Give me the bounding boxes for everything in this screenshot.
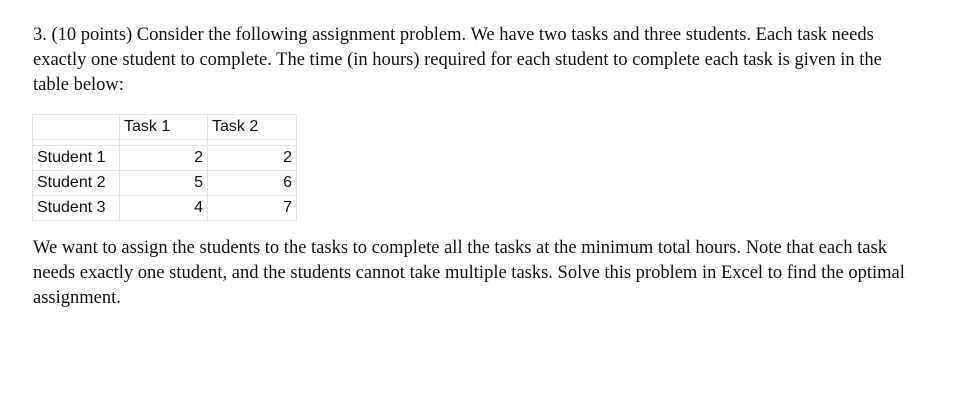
cell-task2: 7	[208, 196, 297, 221]
table-header-task2: Task 2	[208, 115, 297, 140]
problem-intro-text: 3. (10 points) Consider the following assignment problem. We have two tasks and three students. Each task needs exactly one student to complete. The time (in hours) required for each student to complete each task is given in the table below:	[33, 25, 882, 95]
cell-task1: 4	[120, 196, 208, 221]
row-label: Student 1	[33, 146, 120, 171]
table-header-task1: Task 1	[120, 115, 208, 140]
row-label: Student 2	[33, 171, 120, 196]
cell-task1: 2	[120, 146, 208, 171]
row-label: Student 3	[33, 196, 120, 221]
table-row	[33, 146, 297, 171]
cell-task1: 5	[120, 171, 208, 196]
table-header-row	[33, 115, 297, 140]
table-row	[33, 171, 297, 196]
problem-closing-text: We want to assign the students to the tasks to complete all the tasks at the minimum total hours. Note that each task needs exactly one student, and the students cannot take multiple tasks. Solve this problem in Excel to find the optimal assignment.	[33, 238, 905, 308]
cell-task2: 6	[208, 171, 297, 196]
task-time-table	[32, 114, 297, 221]
table-header-corner	[33, 115, 120, 140]
table-row	[33, 196, 297, 221]
cell-task2: 2	[208, 146, 297, 171]
